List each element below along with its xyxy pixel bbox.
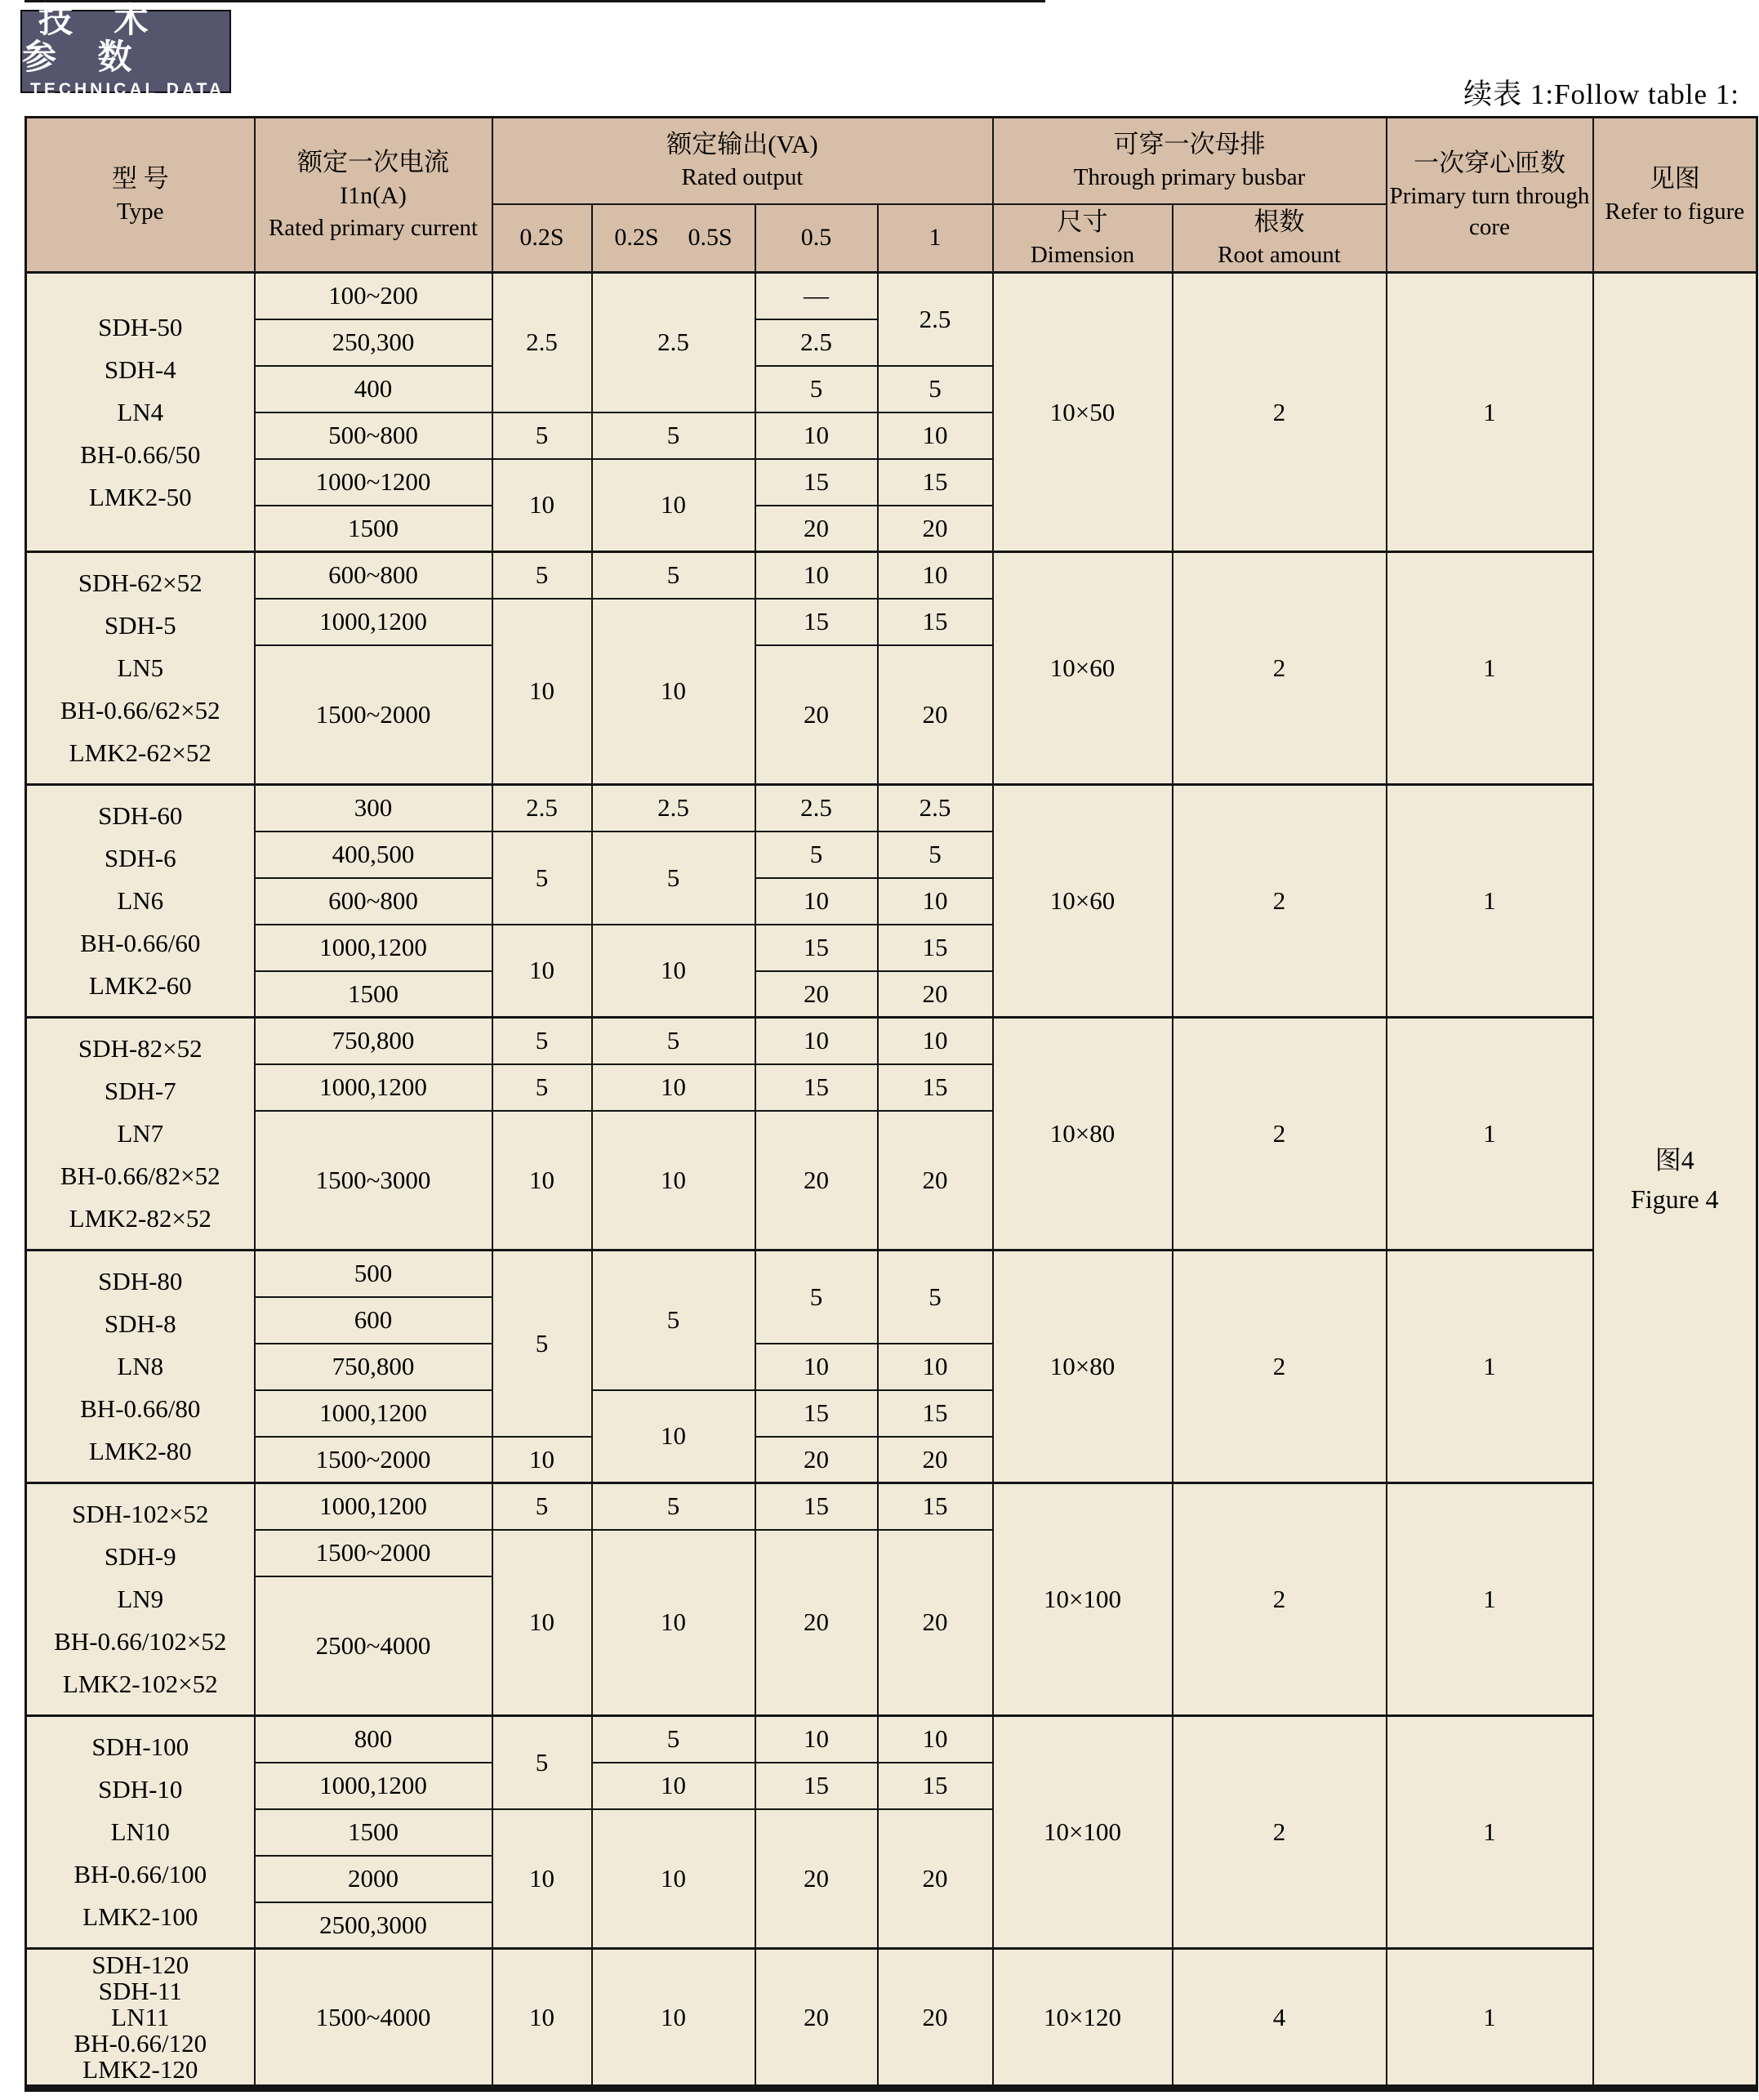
model-name: SDH-82×52 xyxy=(78,1034,203,1063)
current-cell: 2500~4000 xyxy=(255,1576,492,1716)
table-row xyxy=(26,1251,1757,1297)
busbar-dimension-cell: 10×100 xyxy=(993,1716,1173,1949)
model-name: LN11 xyxy=(111,2002,170,2031)
output-1-cell: 20 xyxy=(878,1437,993,1483)
model-name: LN9 xyxy=(117,1585,164,1613)
header-output-zh: 额定输出(VA) xyxy=(666,130,818,159)
output-02s-cell: 5 xyxy=(492,1018,592,1064)
output-1-cell: 20 xyxy=(878,1530,993,1716)
output-1-cell: 15 xyxy=(878,1763,993,1809)
header-busbar-en: Through primary busbar xyxy=(1073,164,1306,191)
header-figure-zh: 见图 xyxy=(1649,163,1700,193)
model-name: BH-0.66/100 xyxy=(73,1860,207,1888)
output-02s-cell: 2.5 xyxy=(492,785,592,832)
current-cell: 1500~4000 xyxy=(255,1949,492,2089)
table-row xyxy=(26,552,1757,599)
type-models-cell xyxy=(26,1949,255,2089)
header-refer-to-figure xyxy=(1593,118,1757,273)
output-1-cell: 15 xyxy=(878,1483,993,1530)
header-turns-zh: 一次穿心匝数 xyxy=(1414,148,1565,177)
model-name: SDH-9 xyxy=(104,1542,176,1571)
model-name: LN5 xyxy=(117,653,164,682)
model-name: SDH-120 xyxy=(91,1950,189,1979)
output-1-cell: 20 xyxy=(878,1111,993,1251)
model-name: SDH-10 xyxy=(98,1775,183,1804)
output-1-cell: 20 xyxy=(878,1809,993,1949)
output-02s-05s-cell: 2.5 xyxy=(592,273,755,412)
class-02s-label: 0.2S xyxy=(614,224,659,252)
output-1-cell: 10 xyxy=(878,878,993,925)
output-02s-05s-cell: 5 xyxy=(592,1251,755,1390)
output-02s-05s-cell: 5 xyxy=(592,832,755,925)
busbar-dimension-cell: 10×80 xyxy=(993,1251,1173,1483)
model-name: LMK2-50 xyxy=(88,482,192,511)
figure-ref-cell xyxy=(1593,273,1757,2089)
output-1-cell: 10 xyxy=(878,1344,993,1390)
output-02s-05s-cell: 5 xyxy=(592,412,755,459)
badge-title-zh: 技 术 参 数 xyxy=(22,2,165,77)
model-name: BH-0.66/80 xyxy=(80,1394,201,1423)
output-02s-cell: 10 xyxy=(492,1437,592,1483)
model-name: BH-0.66/60 xyxy=(80,929,201,957)
table-row xyxy=(26,273,1757,319)
output-05-cell: 10 xyxy=(755,878,878,925)
output-02s-05s-cell: 10 xyxy=(592,1530,755,1716)
output-1-cell: 10 xyxy=(878,1716,993,1763)
header-output-en: Rated output xyxy=(681,164,804,191)
current-cell: 600 xyxy=(255,1297,492,1344)
model-name: SDH-7 xyxy=(104,1077,176,1105)
current-cell: 1500 xyxy=(255,506,492,552)
output-05-cell: 15 xyxy=(755,599,878,645)
primary-turns-cell: 1 xyxy=(1387,1018,1593,1251)
output-05-cell: 20 xyxy=(755,645,878,785)
model-name: SDH-62×52 xyxy=(78,568,203,597)
output-1-cell: 20 xyxy=(878,645,993,785)
current-cell: 1500 xyxy=(255,971,492,1018)
current-cell: 1000~1200 xyxy=(255,459,492,506)
model-name: SDH-6 xyxy=(104,844,176,872)
current-cell: 1000,1200 xyxy=(255,1763,492,1809)
output-02s-cell: 10 xyxy=(492,599,592,785)
output-1-cell: 2.5 xyxy=(878,785,993,832)
model-name: LN4 xyxy=(117,397,164,426)
current-cell: 2000 xyxy=(255,1856,492,1902)
class-05s-label: 0.5S xyxy=(688,224,733,252)
output-1-cell: 5 xyxy=(878,832,993,878)
output-02s-cell: 5 xyxy=(492,1251,592,1437)
header-busbar-zh: 可穿一次母排 xyxy=(1113,130,1266,159)
header-figure-en: Refer to figure xyxy=(1605,198,1745,225)
current-cell: 750,800 xyxy=(255,1344,492,1390)
badge-title-en: TECHNICAL DATA xyxy=(30,79,225,99)
output-05-cell: 10 xyxy=(755,1018,878,1064)
output-05-cell: 5 xyxy=(755,366,878,412)
current-cell: 1500~2000 xyxy=(255,1437,492,1483)
busbar-dimension-cell: 10×60 xyxy=(993,552,1173,785)
output-1-cell: 15 xyxy=(878,599,993,645)
output-05-cell: 20 xyxy=(755,1949,878,2089)
model-name: SDH-102×52 xyxy=(72,1500,209,1528)
output-02s-05s-cell: 5 xyxy=(592,1483,755,1530)
output-02s-cell: 10 xyxy=(492,459,592,552)
model-name: LN6 xyxy=(117,886,164,915)
output-02s-05s-cell: 10 xyxy=(592,1390,755,1483)
technical-data-table xyxy=(24,116,1758,2092)
output-05-cell: 5 xyxy=(755,832,878,878)
model-name: LMK2-82×52 xyxy=(69,1204,212,1233)
root-amount-cell: 2 xyxy=(1173,273,1387,552)
current-cell: 1000,1200 xyxy=(255,1483,492,1530)
model-name: LN8 xyxy=(117,1352,164,1380)
output-02s-cell: 10 xyxy=(492,925,592,1018)
output-02s-05s-cell: 10 xyxy=(592,1809,755,1949)
model-name: SDH-4 xyxy=(104,354,176,384)
output-02s-05s-cell: 10 xyxy=(592,459,755,552)
output-02s-05s-cell: 5 xyxy=(592,1018,755,1064)
output-02s-cell: 5 xyxy=(492,1716,592,1809)
header-dimension-zh: 尺寸 xyxy=(1057,207,1108,236)
current-cell: 1000,1200 xyxy=(255,599,492,645)
table-row xyxy=(26,1018,1757,1064)
current-cell: 1500~2000 xyxy=(255,1530,492,1576)
primary-turns-cell: 1 xyxy=(1387,1949,1593,2089)
output-1-cell: 10 xyxy=(878,552,993,599)
output-05-cell: 10 xyxy=(755,552,878,599)
header-type xyxy=(26,118,255,273)
current-cell: 1000,1200 xyxy=(255,925,492,971)
output-02s-cell: 5 xyxy=(492,1483,592,1530)
output-1-cell: 15 xyxy=(878,925,993,971)
current-cell: 750,800 xyxy=(255,1018,492,1064)
class-02s-label: 0.2S xyxy=(519,224,564,252)
output-02s-cell: 5 xyxy=(492,832,592,925)
output-05-cell: 15 xyxy=(755,925,878,971)
header-class-05 xyxy=(755,204,878,273)
model-name: SDH-5 xyxy=(104,611,176,640)
current-cell: 1500 xyxy=(255,1809,492,1856)
output-1-cell: 15 xyxy=(878,1064,993,1111)
current-cell: 600~800 xyxy=(255,878,492,925)
root-amount-cell: 2 xyxy=(1173,1018,1387,1251)
output-1-cell: 20 xyxy=(878,506,993,552)
current-cell: 800 xyxy=(255,1716,492,1763)
output-05-cell: 2.5 xyxy=(755,785,878,832)
model-name: LN10 xyxy=(110,1817,170,1846)
output-05-cell: 15 xyxy=(755,459,878,506)
type-models-cell xyxy=(26,1483,255,1716)
current-cell: 1500~2000 xyxy=(255,645,492,785)
type-models-cell xyxy=(26,1251,255,1483)
output-1-cell: 15 xyxy=(878,1390,993,1437)
output-02s-05s-cell: 2.5 xyxy=(592,785,755,832)
model-name: BH-0.66/50 xyxy=(80,439,201,469)
header-rated-primary-current xyxy=(255,118,492,273)
header-type-zh: 型 号 xyxy=(111,163,169,193)
model-name: SDH-100 xyxy=(91,1732,189,1761)
output-1-cell: 5 xyxy=(878,366,993,412)
model-name: LMK2-62×52 xyxy=(69,738,212,767)
table-row xyxy=(26,1483,1757,1530)
output-1-cell: 2.5 xyxy=(878,273,993,366)
primary-turns-cell: 1 xyxy=(1387,273,1593,552)
header-class-02s xyxy=(492,204,592,273)
top-rule-divider xyxy=(24,0,1045,2)
output-1-cell: 20 xyxy=(878,1949,993,2089)
model-name: BH-0.66/62×52 xyxy=(60,696,220,725)
output-02s-cell: 5 xyxy=(492,1064,592,1111)
output-02s-05s-cell: 10 xyxy=(592,1949,755,2089)
model-name: SDH-80 xyxy=(98,1267,183,1295)
table-row xyxy=(26,1716,1757,1763)
type-models-cell xyxy=(26,552,255,785)
header-dimension xyxy=(993,204,1173,273)
header-dimension-en: Dimension xyxy=(1030,241,1135,268)
output-02s-cell: 5 xyxy=(492,552,592,599)
model-name: LMK2-60 xyxy=(88,971,192,1000)
root-amount-cell: 2 xyxy=(1173,1483,1387,1716)
type-models-cell xyxy=(26,1018,255,1251)
output-05-cell: — xyxy=(755,273,878,319)
current-cell: 250,300 xyxy=(255,319,492,366)
output-1-cell: 10 xyxy=(878,412,993,459)
header-root-zh: 根数 xyxy=(1254,207,1305,236)
primary-turns-cell: 1 xyxy=(1387,1716,1593,1949)
output-02s-05s-cell: 5 xyxy=(592,552,755,599)
output-05-cell: 15 xyxy=(755,1483,878,1530)
model-name: BH-0.66/82×52 xyxy=(60,1161,220,1190)
class-1-label: 1 xyxy=(928,224,942,252)
header-rated-output xyxy=(492,118,993,204)
current-cell: 400,500 xyxy=(255,832,492,878)
primary-turns-cell: 1 xyxy=(1387,1251,1593,1483)
output-02s-cell: 10 xyxy=(492,1111,592,1251)
output-05-cell: 10 xyxy=(755,1344,878,1390)
current-cell: 600~800 xyxy=(255,552,492,599)
model-name: LMK2-100 xyxy=(82,1902,198,1931)
output-05-cell: 20 xyxy=(755,971,878,1018)
output-02s-05s-cell: 10 xyxy=(592,1763,755,1809)
output-05-cell: 20 xyxy=(755,1437,878,1483)
model-name: SDH-60 xyxy=(98,801,183,830)
busbar-dimension-cell: 10×80 xyxy=(993,1018,1173,1251)
current-cell: 400 xyxy=(255,366,492,412)
figure-ref-en: Figure 4 xyxy=(1630,1184,1719,1214)
model-name: SDH-11 xyxy=(98,1976,182,2005)
output-02s-cell: 10 xyxy=(492,1809,592,1949)
root-amount-cell: 2 xyxy=(1173,785,1387,1018)
primary-turns-cell: 1 xyxy=(1387,785,1593,1018)
header-through-primary-busbar xyxy=(993,118,1387,204)
current-cell: 500 xyxy=(255,1251,492,1297)
output-02s-05s-cell: 10 xyxy=(592,1064,755,1111)
output-05-cell: 10 xyxy=(755,1716,878,1763)
output-05-cell: 2.5 xyxy=(755,319,878,366)
current-cell: 500~800 xyxy=(255,412,492,459)
type-models-cell xyxy=(26,273,255,552)
header-primary-turns xyxy=(1387,118,1593,273)
output-05-cell: 20 xyxy=(755,506,878,552)
output-1-cell: 20 xyxy=(878,971,993,1018)
current-cell: 300 xyxy=(255,785,492,832)
busbar-dimension-cell: 10×100 xyxy=(993,1483,1173,1716)
output-1-cell: 5 xyxy=(878,1251,993,1344)
primary-turns-cell: 1 xyxy=(1387,552,1593,785)
output-1-cell: 10 xyxy=(878,1018,993,1064)
output-02s-cell: 2.5 xyxy=(492,273,592,412)
output-02s-cell: 10 xyxy=(492,1530,592,1716)
output-05-cell: 15 xyxy=(755,1390,878,1437)
technical-data-badge xyxy=(20,2,231,99)
model-name: LN7 xyxy=(117,1119,164,1148)
type-models-cell xyxy=(26,1716,255,1949)
header-current-en: Rated primary current xyxy=(268,214,479,241)
output-02s-05s-cell: 5 xyxy=(592,1716,755,1763)
output-1-cell: 15 xyxy=(878,459,993,506)
root-amount-cell: 2 xyxy=(1173,1251,1387,1483)
type-models-cell xyxy=(26,785,255,1018)
follow-table-note: 续表 1:Follow table 1: xyxy=(1463,78,1739,110)
output-05-cell: 15 xyxy=(755,1064,878,1111)
current-cell: 1500~3000 xyxy=(255,1111,492,1251)
table-header xyxy=(26,118,1757,273)
output-05-cell: 20 xyxy=(755,1809,878,1949)
header-root-en: Root amount xyxy=(1218,241,1341,268)
current-cell: 2500,3000 xyxy=(255,1902,492,1949)
output-05-cell: 20 xyxy=(755,1530,878,1716)
header-current-symbol: I1n(A) xyxy=(340,182,407,210)
output-02s-05s-cell: 10 xyxy=(592,599,755,785)
figure-ref-zh: 图4 xyxy=(1654,1144,1694,1175)
busbar-dimension-cell: 10×60 xyxy=(993,785,1173,1018)
output-02s-cell: 5 xyxy=(492,412,592,459)
output-05-cell: 15 xyxy=(755,1763,878,1809)
header-root-amount xyxy=(1173,204,1387,273)
primary-turns-cell: 1 xyxy=(1387,1483,1593,1716)
root-amount-cell: 2 xyxy=(1173,552,1387,785)
busbar-dimension-cell: 10×120 xyxy=(993,1949,1173,2089)
current-cell: 100~200 xyxy=(255,273,492,319)
class-05-label: 0.5 xyxy=(800,224,832,252)
output-05-cell: 10 xyxy=(755,412,878,459)
header-type-en: Type xyxy=(116,198,164,225)
header-turns-en: Primary turn through core xyxy=(1389,182,1590,240)
table-row xyxy=(26,1949,1757,2089)
header-class-1 xyxy=(878,204,993,273)
model-name: BH-0.66/120 xyxy=(73,2028,207,2058)
model-name: LMK2-80 xyxy=(88,1437,192,1465)
model-name: SDH-50 xyxy=(98,312,183,341)
model-name: LMK2-102×52 xyxy=(62,1670,218,1698)
header-current-zh: 额定一次电流 xyxy=(297,148,449,177)
output-02s-cell: 10 xyxy=(492,1949,592,2089)
output-02s-05s-cell: 10 xyxy=(592,1111,755,1251)
root-amount-cell: 2 xyxy=(1173,1716,1387,1949)
current-cell: 1000,1200 xyxy=(255,1390,492,1437)
table-row xyxy=(26,785,1757,832)
table-body xyxy=(26,273,1757,2089)
model-name: BH-0.66/102×52 xyxy=(54,1627,227,1656)
header-class-02s-05s xyxy=(592,204,755,273)
root-amount-cell: 4 xyxy=(1173,1949,1387,2089)
model-name: LMK2-120 xyxy=(82,2054,198,2084)
output-05-cell: 5 xyxy=(755,1251,878,1344)
output-05-cell: 20 xyxy=(755,1111,878,1251)
current-cell: 1000,1200 xyxy=(255,1064,492,1111)
model-name: SDH-8 xyxy=(104,1309,176,1338)
busbar-dimension-cell: 10×50 xyxy=(993,273,1173,552)
output-02s-05s-cell: 10 xyxy=(592,925,755,1018)
